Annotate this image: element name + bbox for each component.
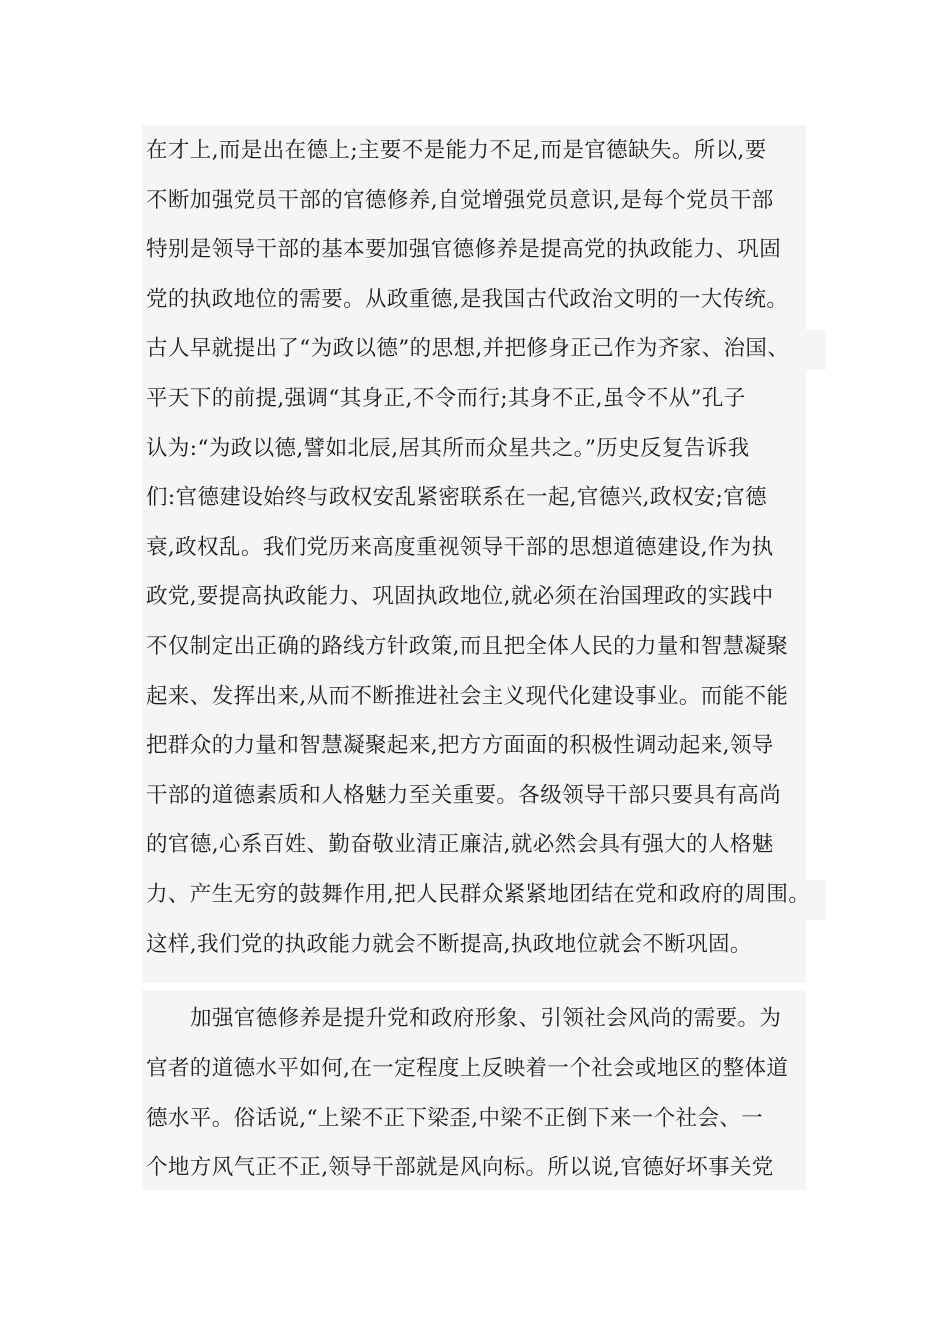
text-line: 衰,政权乱。我们党历来高度重视领导干部的思想道德建设,作为执: [146, 535, 774, 560]
text-line: 加强官德修养是提升党和政府形象、引领社会风尚的需要。为: [190, 1006, 782, 1031]
text-line: 个地方风气正不正,领导干部就是风向标。所以说,官德好坏事关党: [146, 1155, 774, 1180]
text-line: 不断加强党员干部的官德修养,自觉增强党员意识,是每个党员干部: [146, 188, 774, 213]
text-line: 把群众的力量和智慧凝聚起来,把方方面面的积极性调动起来,领导: [146, 733, 774, 758]
text-line: 特别是领导干部的基本要加强官德修养是提高党的执政能力、巩固: [146, 237, 782, 262]
text-line: 们:官德建设始终与政权安乱紧密联系在一起,官德兴,政权安;官德: [146, 485, 768, 510]
text-line: 平天下的前提,强调“其身正,不令而行;其身不正,虽令不从”孔子: [146, 386, 746, 411]
text-line: 政党,要提高执政能力、巩固执政地位,就必须在治国理政的实践中: [146, 584, 774, 609]
text-line: 的官德,心系百姓、勤奋敬业清正廉洁,就必然会具有强大的人格魅: [146, 832, 774, 857]
text-line: 官者的道德水平如何,在一定程度上反映着一个社会或地区的整体道: [146, 1056, 789, 1081]
text-line: 力、产生无穷的鼓舞作用,把人民群众紧紧地团结在党和政府的周围。: [146, 882, 811, 907]
text-line: 干部的道德素质和人格魅力至关重要。各级领导干部只要具有高尚: [146, 783, 782, 808]
line-overhang-bg: [806, 330, 826, 370]
text-line: 在才上,而是出在德上;主要不是能力不足,而是官德缺失。所以,要: [146, 138, 767, 163]
text-line: 认为:“为政以德,譬如北辰,居其所而众星共之。”历史反复告诉我: [146, 436, 750, 461]
text-line: 这样,我们党的执政能力就会不断提高,执政地位就会不断巩固。: [146, 932, 752, 957]
text-line: 德水平。俗话说,“上梁不正下梁歪,中梁不正倒下来一个社会、一: [146, 1106, 764, 1131]
text-line: 古人早就提出了“为政以德”的思想,并把修身正己作为齐家、治国、: [146, 336, 790, 361]
text-line: 党的执政地位的需要。从政重德,是我国古代政治文明的一大传统。: [146, 287, 789, 312]
text-line: 起来、发挥出来,从而不断推进社会主义现代化建设事业。而能不能: [146, 684, 789, 709]
text-line: 不仅制定出正确的路线方针政策,而且把全体人民的力量和智慧凝聚: [146, 634, 789, 659]
